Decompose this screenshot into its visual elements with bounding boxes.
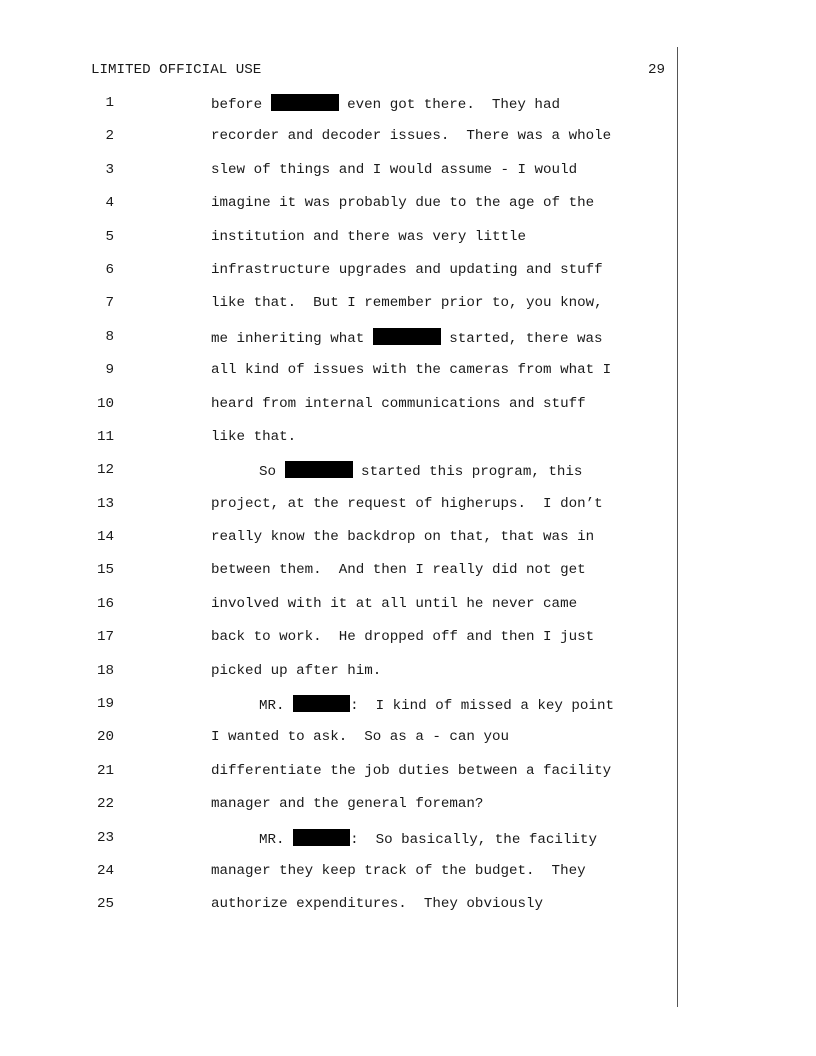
transcript-line <box>0 294 816 327</box>
line-text <box>211 361 611 379</box>
line-text <box>211 762 611 780</box>
line-number: 5 <box>105 228 114 245</box>
line-number: 13 <box>96 495 114 512</box>
line-text <box>211 728 509 746</box>
line-text <box>211 194 594 212</box>
transcript-line <box>0 261 816 294</box>
line-text <box>211 127 611 145</box>
line-text <box>259 461 582 481</box>
line-text <box>211 294 603 312</box>
line-number: 10 <box>96 395 114 412</box>
line-text <box>211 628 594 646</box>
line-text <box>259 695 614 715</box>
text-segment: manager and the general foreman? <box>211 796 484 813</box>
text-segment: started this program, this <box>352 464 583 481</box>
line-number: 1 <box>105 95 114 111</box>
line-number: 18 <box>96 662 114 679</box>
transcript-line <box>0 194 816 227</box>
line-number: 4 <box>105 195 114 212</box>
redaction-box <box>271 94 339 111</box>
text-segment: recorder and decoder issues. There was a whole <box>211 128 612 145</box>
line-number: 16 <box>96 595 114 612</box>
line-text <box>211 495 603 513</box>
transcript-line <box>0 528 816 561</box>
transcript-line <box>0 829 816 862</box>
text-segment: So <box>259 464 285 481</box>
text-segment: involved with it at all until he never came <box>211 595 578 612</box>
line-text <box>211 161 577 179</box>
redaction-box <box>293 829 350 846</box>
line-text <box>211 328 603 348</box>
text-segment: : So basically, the facility <box>350 831 597 848</box>
line-number: 6 <box>105 261 114 278</box>
line-text <box>259 829 597 849</box>
text-segment: infrastructure upgrades and updating and stuff <box>211 261 603 278</box>
line-number: 19 <box>96 696 114 713</box>
text-segment: even got there. They had <box>338 97 560 113</box>
transcript-line <box>0 595 816 628</box>
transcript-line <box>0 495 816 528</box>
text-segment: institution and there was very little <box>211 228 527 245</box>
line-text <box>211 662 381 680</box>
text-segment: MR. <box>259 831 294 848</box>
transcript-line <box>0 662 816 695</box>
classification-header: LIMITED OFFICIAL USE <box>91 62 262 78</box>
text-segment: differentiate the job duties between a facility <box>211 762 612 779</box>
text-segment: imagine it was probably due to the age of the <box>211 195 595 212</box>
line-number: 17 <box>96 629 114 646</box>
transcript-line <box>0 561 816 594</box>
text-segment: back to work. He dropped off and then I just <box>211 629 595 646</box>
text-segment: before <box>211 97 271 113</box>
line-text <box>211 561 586 579</box>
text-segment: authorize expenditures. They obviously <box>211 896 544 913</box>
line-text <box>211 261 603 279</box>
transcript-line <box>0 428 816 461</box>
text-segment: project, at the request of higherups. I don’t <box>211 495 603 512</box>
line-text <box>211 94 560 114</box>
line-number: 23 <box>96 829 114 846</box>
transcript-line <box>0 94 816 127</box>
text-segment: picked up after him. <box>211 662 382 679</box>
transcript-line <box>0 395 816 428</box>
redaction-box <box>373 328 441 345</box>
transcript-line <box>0 628 816 661</box>
line-text <box>211 895 543 913</box>
text-segment: really know the backdrop on that, that was in <box>211 529 595 546</box>
text-segment: like that. <box>211 428 297 445</box>
text-segment: like that. But I remember prior to, you know, <box>211 295 603 312</box>
line-number: 15 <box>96 562 114 579</box>
redaction-box <box>293 695 350 712</box>
line-text <box>211 395 586 413</box>
line-number: 12 <box>96 462 114 479</box>
text-segment: started, there was <box>440 330 603 347</box>
text-segment: me inheriting what <box>211 330 373 347</box>
line-number: 22 <box>96 796 114 813</box>
line-number: 20 <box>96 729 114 746</box>
line-text <box>211 795 483 813</box>
line-number: 8 <box>105 328 114 345</box>
transcript-line <box>0 695 816 728</box>
transcript-line <box>0 127 816 160</box>
line-number: 25 <box>96 896 114 913</box>
text-segment: : I kind of missed a key point <box>350 698 614 715</box>
line-text <box>211 862 586 880</box>
line-text <box>211 428 296 446</box>
text-segment: all kind of issues with the cameras from what I <box>211 362 612 379</box>
line-number: 3 <box>105 161 114 178</box>
redaction-box <box>285 461 353 478</box>
line-number: 14 <box>96 529 114 546</box>
text-segment: MR. <box>259 698 294 715</box>
transcript-line <box>0 728 816 761</box>
transcript-line <box>0 461 816 494</box>
transcript-line <box>0 895 816 928</box>
transcript-line <box>0 762 816 795</box>
line-number: 11 <box>96 428 114 445</box>
transcript-line <box>0 328 816 361</box>
line-text <box>211 595 577 613</box>
text-segment: slew of things and I would assume - I would <box>211 161 578 178</box>
line-number: 21 <box>96 762 114 779</box>
text-segment: I wanted to ask. So as a - can you <box>211 729 509 746</box>
line-number: 24 <box>96 862 114 879</box>
transcript-line <box>0 161 816 194</box>
line-text <box>211 228 526 246</box>
transcript-line <box>0 795 816 828</box>
text-segment: between them. And then I really did not get <box>211 562 586 579</box>
transcript-line <box>0 862 816 895</box>
page-number: 29 <box>648 62 666 78</box>
transcript-line <box>0 228 816 261</box>
text-segment: heard from internal communications and stuff <box>211 395 586 412</box>
line-number: 7 <box>105 295 114 312</box>
transcript-body <box>0 94 816 929</box>
line-text <box>211 528 594 546</box>
transcript-line <box>0 361 816 394</box>
text-segment: manager they keep track of the budget. They <box>211 862 586 879</box>
line-number: 2 <box>105 128 114 145</box>
line-number: 9 <box>105 362 114 379</box>
